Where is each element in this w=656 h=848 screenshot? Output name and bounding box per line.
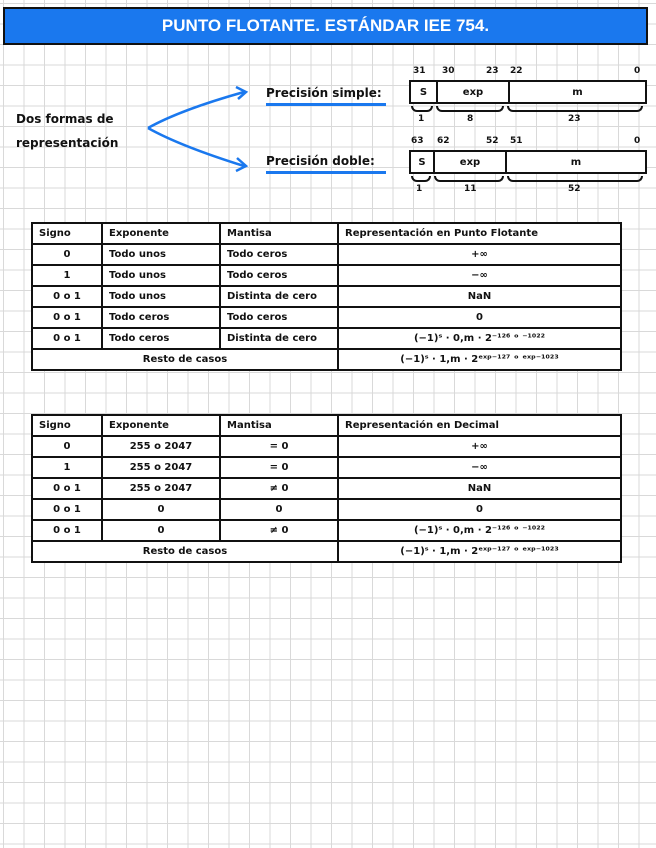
cell-exponent: Todo unos: [102, 244, 220, 265]
representation-forms-line2: representación: [16, 136, 119, 150]
table-row: [32, 244, 621, 265]
cell-exponent: Todo unos: [102, 286, 220, 307]
cell-representation: NaN: [338, 286, 621, 307]
cell-mantissa: 0: [220, 499, 338, 520]
bit-31: 31: [413, 66, 426, 76]
cell-exponent: Todo ceros: [102, 307, 220, 328]
header-sign: Signo: [32, 415, 102, 436]
cell-exponent: 255 o 2047: [102, 436, 220, 457]
cell-mantissa: Todo ceros: [220, 265, 338, 286]
arrow-to-single: [148, 92, 244, 128]
cell-representation: −∞: [338, 265, 621, 286]
cell-rest-label: Resto de casos: [32, 349, 338, 370]
cell-representation: (−1)ˢ · 0,m · 2⁻¹²⁶ ᵒ ⁻¹⁰²²: [338, 520, 621, 541]
decimal-table: [31, 414, 622, 563]
cell-representation: +∞: [338, 436, 621, 457]
cell-representation: NaN: [338, 478, 621, 499]
table-header-row: [32, 415, 621, 436]
table-row: [32, 499, 621, 520]
cell-sign: 0: [32, 436, 102, 457]
arrow-to-double: [148, 128, 244, 166]
double-sign-width: 1: [416, 184, 423, 194]
cell-mantissa: ≠ 0: [220, 478, 338, 499]
table-row-rest: [32, 541, 621, 562]
cell-sign: 0 o 1: [32, 499, 102, 520]
header-exponent: Exponente: [102, 415, 220, 436]
bit-52: 52: [486, 136, 499, 146]
table-row: [32, 436, 621, 457]
table-row-rest: [32, 349, 621, 370]
bit-22: 22: [510, 66, 523, 76]
cell-sign: 0 o 1: [32, 520, 102, 541]
double-precision-label: Precisión doble:: [266, 154, 386, 174]
header-representation: Representación en Punto Flotante: [338, 223, 621, 244]
table-row: [32, 265, 621, 286]
single-mantissa-width: 23: [568, 114, 581, 124]
header-mantissa: Mantisa: [220, 415, 338, 436]
single-exp-field: exp: [438, 82, 510, 102]
header-exponent: Exponente: [102, 223, 220, 244]
double-mantissa-width: 52: [568, 184, 581, 194]
double-exp-field: exp: [435, 152, 507, 172]
single-mantissa-brace: [507, 106, 643, 112]
double-mantissa-field: m: [570, 156, 582, 168]
single-exp-brace: [436, 106, 504, 112]
cell-exponent: 0: [102, 520, 220, 541]
double-exp-width: 11: [464, 184, 477, 194]
single-sign-width: 1: [418, 114, 425, 124]
cell-exponent: 0: [102, 499, 220, 520]
cell-representation: +∞: [338, 244, 621, 265]
header-mantissa: Mantisa: [220, 223, 338, 244]
table-header-row: [32, 223, 621, 244]
representation-forms-line1: Dos formas de: [16, 112, 114, 126]
cell-sign: 1: [32, 457, 102, 478]
bit-63: 63: [411, 136, 424, 146]
double-mantissa-brace: [507, 176, 643, 182]
cell-rest-representation: (−1)ˢ · 1,m · 2ᵉˣᵖ⁻¹²⁷ ᵒ ᵉˣᵖ⁻¹⁰²³: [338, 541, 621, 562]
single-sign-field: S: [411, 82, 438, 102]
cell-mantissa: = 0: [220, 436, 338, 457]
single-sign-brace: [411, 106, 433, 112]
double-exp-brace: [434, 176, 504, 182]
cell-sign: 0 o 1: [32, 328, 102, 349]
cell-rest-representation: (−1)ˢ · 1,m · 2ᵉˣᵖ⁻¹²⁷ ᵒ ᵉˣᵖ⁻¹⁰²³: [338, 349, 621, 370]
bit-30: 30: [442, 66, 455, 76]
single-mantissa-field: m: [572, 86, 583, 98]
cell-sign: 0: [32, 244, 102, 265]
cell-sign: 0 o 1: [32, 307, 102, 328]
single-precision-label: Precisión simple:: [266, 86, 386, 106]
double-sign-field: S: [411, 152, 435, 172]
bit-0-single: 0: [634, 66, 641, 76]
cell-exponent: Todo ceros: [102, 328, 220, 349]
cell-exponent: Todo unos: [102, 265, 220, 286]
branch-arrows: [140, 82, 260, 174]
cell-mantissa: Todo ceros: [220, 307, 338, 328]
cell-mantissa: Distinta de cero: [220, 286, 338, 307]
table-row: [32, 457, 621, 478]
bit-51: 51: [510, 136, 523, 146]
cell-sign: 1: [32, 265, 102, 286]
cell-representation: (−1)ˢ · 0,m · 2⁻¹²⁶ ᵒ ⁻¹⁰²²: [338, 328, 621, 349]
cell-sign: 0 o 1: [32, 286, 102, 307]
page-title-text: PUNTO FLOTANTE. ESTÁNDAR IEE 754.: [161, 16, 490, 35]
representation-forms-label: [16, 107, 118, 155]
table-row: [32, 478, 621, 499]
table-row: [32, 307, 621, 328]
cell-sign: 0 o 1: [32, 478, 102, 499]
bit-23: 23: [486, 66, 499, 76]
table-row: [32, 328, 621, 349]
floating-point-table: [31, 222, 622, 371]
table-row: [32, 520, 621, 541]
cell-exponent: 255 o 2047: [102, 478, 220, 499]
cell-mantissa: Todo ceros: [220, 244, 338, 265]
single-exp-width: 8: [467, 114, 474, 124]
cell-exponent: 255 o 2047: [102, 457, 220, 478]
cell-mantissa: Distinta de cero: [220, 328, 338, 349]
double-sign-brace: [411, 176, 431, 182]
header-representation: Representación en Decimal: [338, 415, 621, 436]
cell-rest-label: Resto de casos: [32, 541, 338, 562]
header-sign: Signo: [32, 223, 102, 244]
cell-representation: 0: [338, 499, 621, 520]
double-precision-layout: [409, 150, 647, 174]
cell-representation: −∞: [338, 457, 621, 478]
cell-mantissa: = 0: [220, 457, 338, 478]
cell-mantissa: ≠ 0: [220, 520, 338, 541]
bit-0-double: 0: [634, 136, 641, 146]
page-title: [3, 7, 648, 45]
single-precision-layout: [409, 80, 647, 104]
bit-62: 62: [437, 136, 450, 146]
cell-representation: 0: [338, 307, 621, 328]
table-row: [32, 286, 621, 307]
